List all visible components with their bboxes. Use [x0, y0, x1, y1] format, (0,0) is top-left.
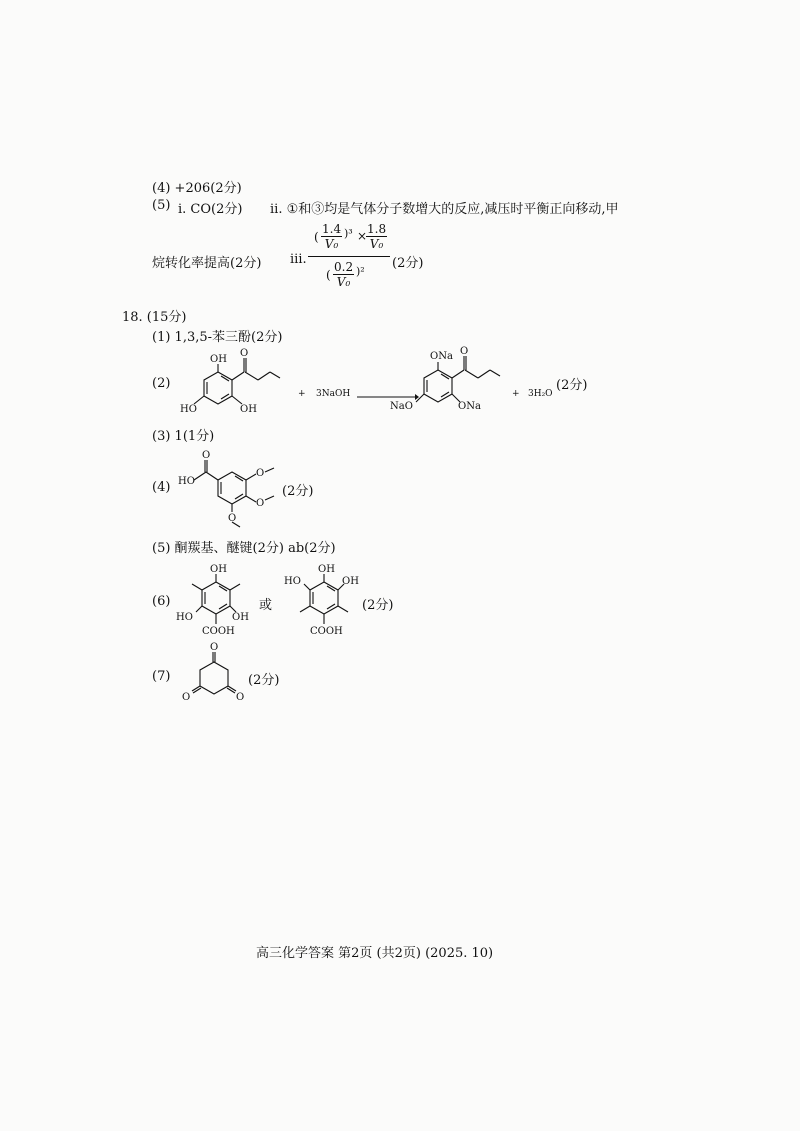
fraction-0-2-over-v0: $\frac{0.2}{\text{V₀}}$: [334, 260, 354, 289]
oh-top: OH: [318, 564, 335, 575]
benzene-ring: [218, 472, 246, 504]
ho-left: HO: [180, 404, 197, 415]
carboxyl-o: O: [202, 450, 211, 461]
oh-right: OH: [232, 612, 249, 623]
methoxy-o-3: O: [228, 513, 237, 524]
oh-right: OH: [240, 404, 257, 415]
fraction-1-4-over-v0: $\frac{1.4}{\text{V₀}}$: [322, 222, 342, 251]
q17-part5-i: ⅰ. CO(2分): [178, 202, 243, 217]
cyclohexane-ring: [200, 662, 228, 694]
ketone-o-right: O: [236, 692, 245, 703]
isomer-structure-2: [284, 562, 364, 640]
q18-part3: (3) 1(1分): [152, 429, 215, 444]
q18-heading: 18. (15分): [122, 310, 187, 325]
methoxy-o-1: O: [256, 468, 265, 479]
square-close: )²: [356, 265, 365, 278]
benzene-ring: [202, 582, 230, 614]
benzene-ring: [424, 370, 452, 402]
benzene-ring: [310, 582, 338, 614]
ho-left: HO: [284, 576, 301, 587]
oh-top: OH: [210, 354, 227, 365]
expression-numerator: [308, 222, 390, 257]
cyclohexanetrione-structure: [176, 642, 252, 710]
cooh: COOH: [202, 626, 235, 637]
q17-part5-ii: ⅱ. ①和③均是气体分子数增大的反应,减压时平衡正向移动,甲: [270, 202, 619, 217]
ho-carboxyl: HO: [178, 476, 195, 487]
oh-top: OH: [210, 564, 227, 575]
plus-sign-2: +: [512, 389, 520, 399]
ho-left: HO: [176, 612, 193, 623]
q18-part4-label: (4): [152, 480, 171, 495]
q18-part7-label: (7): [152, 669, 171, 684]
water: 3H₂O: [528, 389, 553, 399]
carbonyl-o: O: [460, 346, 469, 357]
q18-part6-label: (6): [152, 594, 171, 609]
or-word: 或: [259, 598, 273, 613]
equilibrium-expression: [308, 222, 398, 296]
q17-part4: (4) +206(2分): [152, 181, 242, 196]
q17-part5-iii-label: ⅲ.: [290, 252, 307, 267]
q17-part5-label: (5): [152, 198, 171, 213]
methoxy-o-2: O: [256, 498, 265, 509]
reactant-structure: [180, 350, 280, 420]
q17-part5-iii-score: (2分): [392, 256, 424, 271]
product-structure: [390, 346, 510, 416]
q18-part4-score: (2分): [282, 484, 314, 499]
ketone-o-top: O: [210, 642, 219, 653]
q18-part2-score: (2分): [556, 378, 588, 393]
paren-open: (: [314, 230, 319, 244]
isomer-structure-1: [176, 562, 256, 640]
q18-part7-score: (2分): [248, 673, 280, 688]
expression-denominator: ( $\frac{0.2}{\text{V₀}}$ )²: [326, 260, 365, 289]
cooh: COOH: [310, 626, 343, 637]
carbonyl-o: O: [240, 348, 249, 359]
trimethoxybenzoic-acid-structure: [178, 448, 278, 528]
benzene-ring: [204, 372, 232, 404]
q18-part1: (1) 1,3,5-苯三酚(2分): [152, 330, 283, 345]
fraction-1-8-over-v0: $\frac{1.8}{\text{V₀}}$: [367, 222, 387, 251]
plus-sign-1: +: [298, 389, 306, 399]
nao-left: NaO: [390, 401, 413, 412]
ketone-o-left: O: [182, 692, 191, 703]
q18-part2-label: (2): [152, 376, 171, 391]
cube-close: )³: [344, 227, 353, 240]
q18-part6-score: (2分): [362, 598, 394, 613]
q17-part5-ii-continued: 烷转化率提高(2分): [152, 256, 262, 271]
times-sign: ×: [357, 229, 368, 243]
sodium-hydroxide: 3NaOH: [316, 389, 351, 399]
oh-right: OH: [342, 576, 359, 587]
ona-right: ONa: [458, 401, 481, 412]
q18-part5: (5) 酮羰基、醚键(2分) ab(2分): [152, 541, 336, 556]
page-footer: 高三化学答案 第2页 (共2页) (2025. 10): [256, 946, 494, 961]
ona-top: ONa: [430, 351, 453, 362]
